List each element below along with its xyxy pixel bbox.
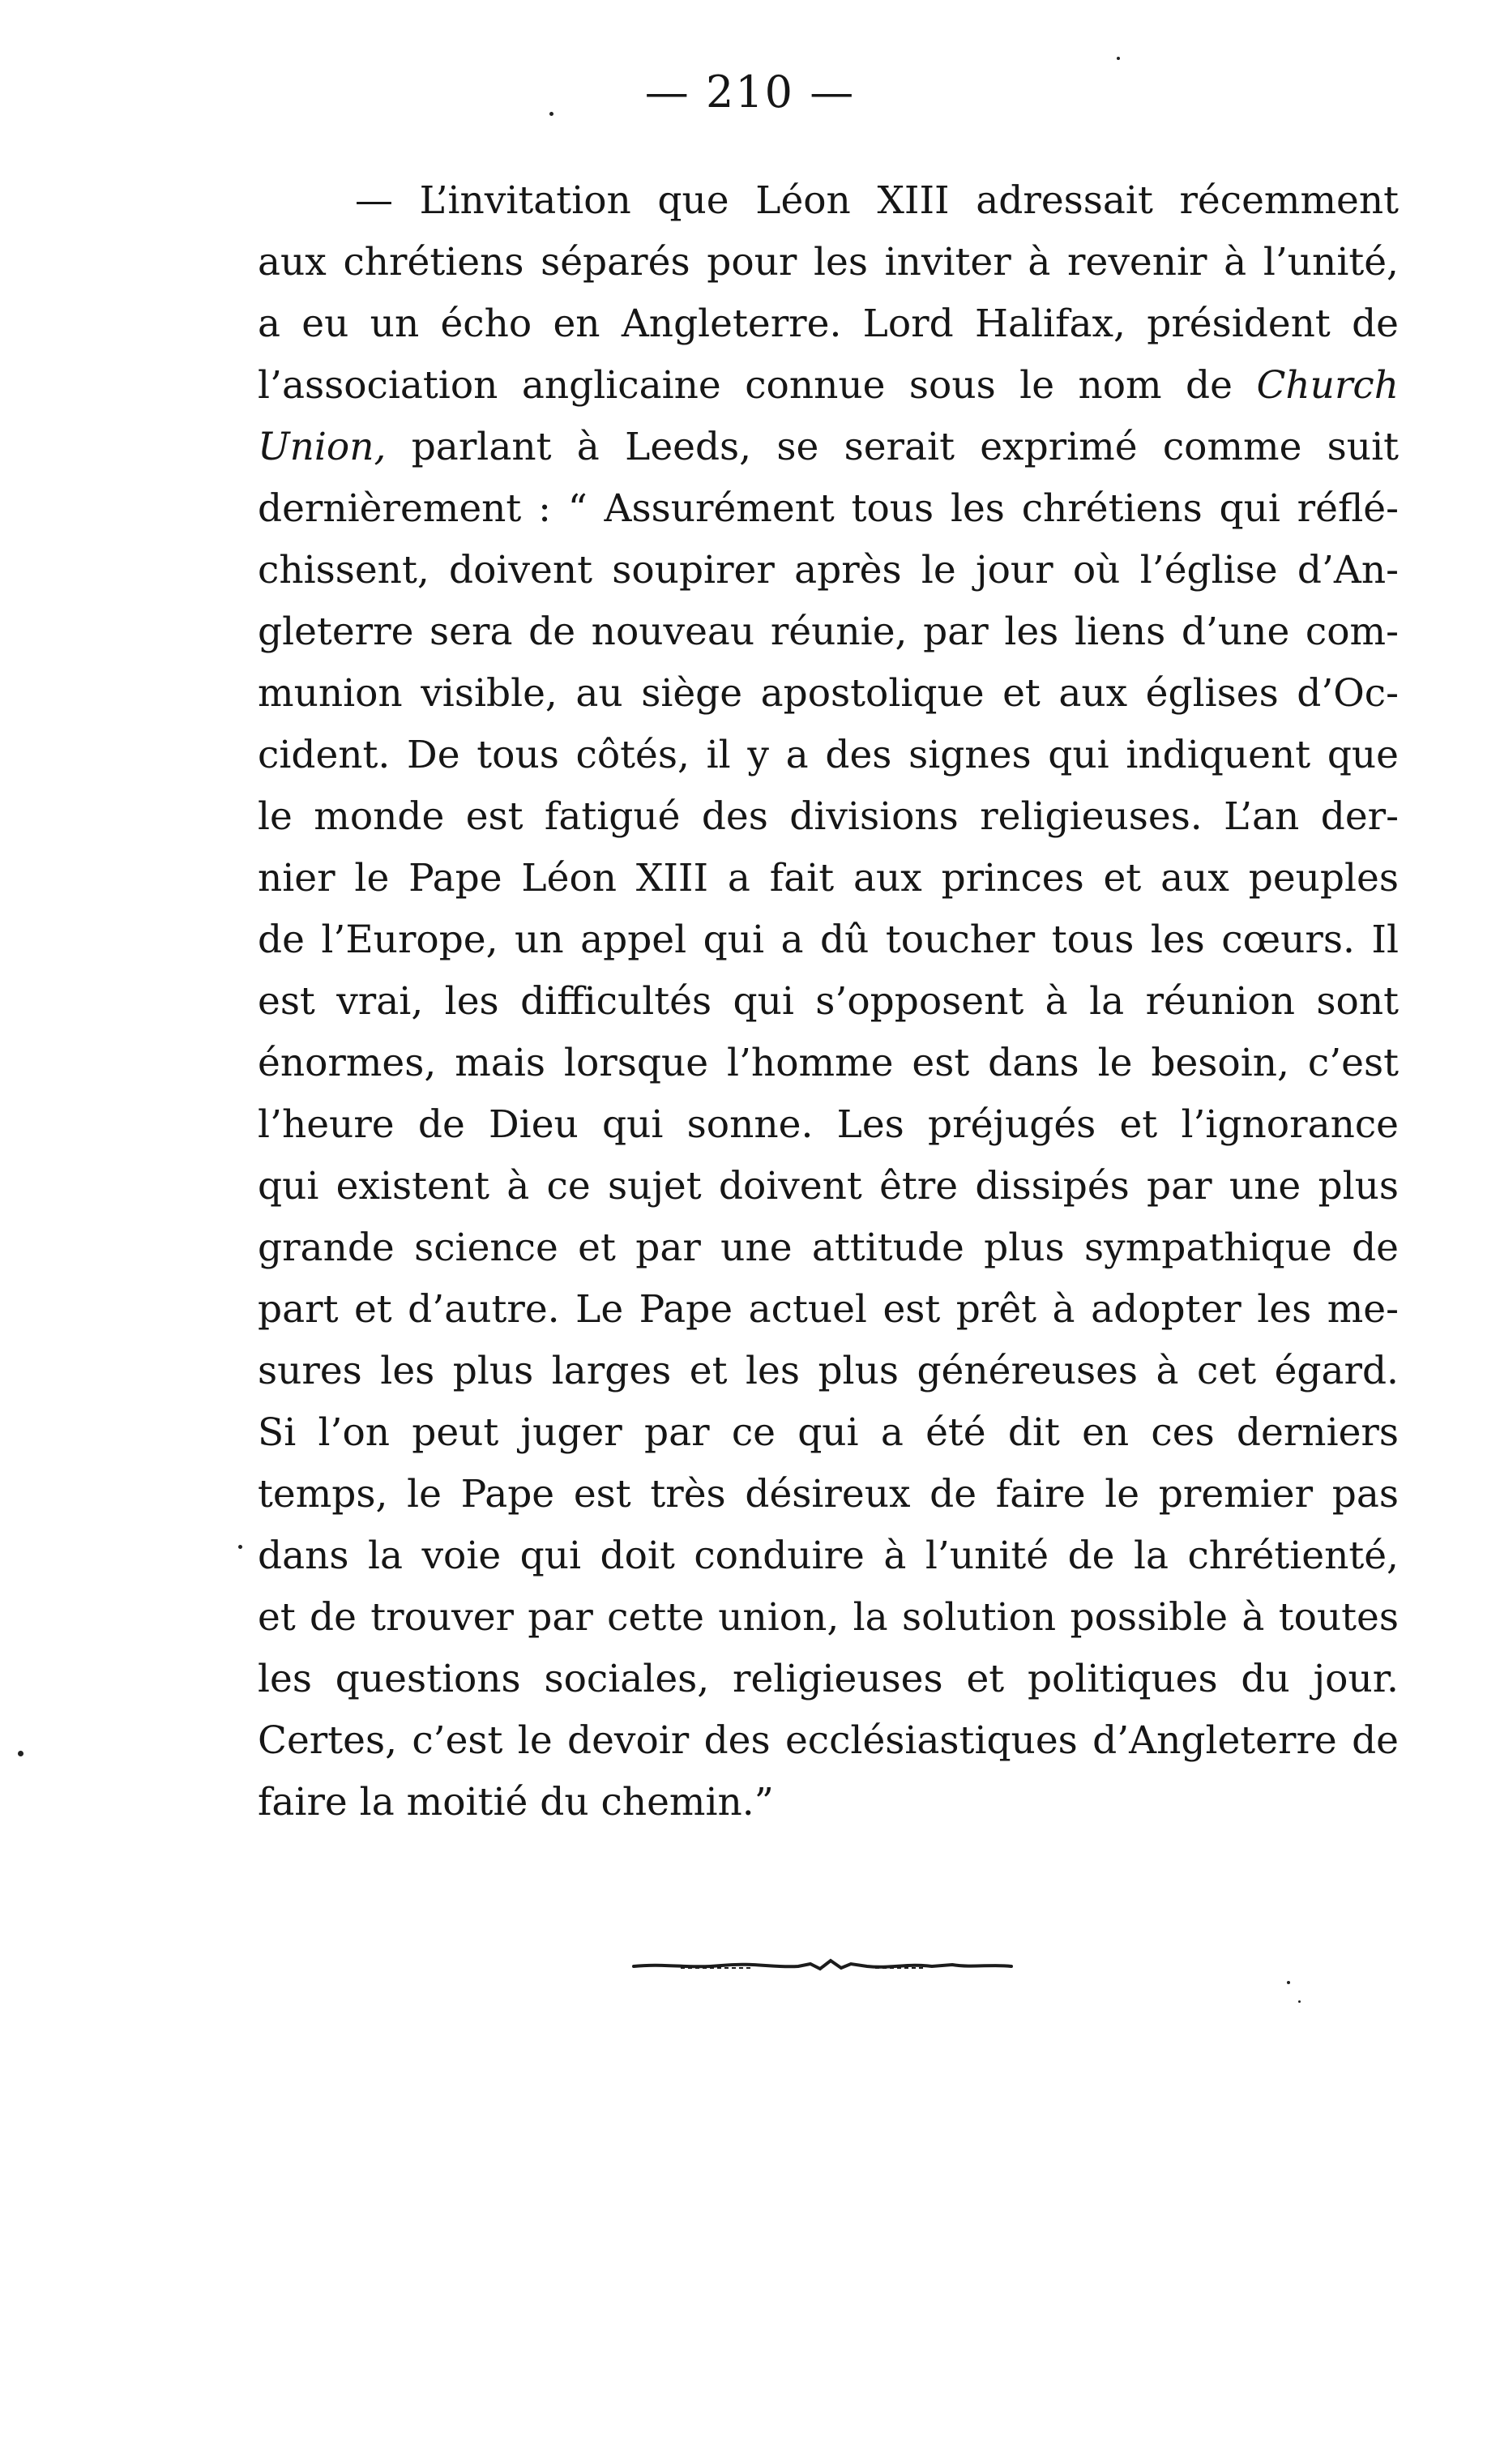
print-speck	[1117, 57, 1120, 60]
text-line: Certes, c’est le devoir des ecclésiastiques d’Angleterre de	[258, 1718, 1399, 1763]
text-segment: parlant à Leeds, se serait exprimé comme suit	[411, 425, 1399, 469]
print-speck	[1287, 1981, 1290, 1984]
text-line: cident. De tous côtés, il y a des signes qui indiquent que	[258, 733, 1399, 777]
text-line: sures les plus larges et les plus généreuses à cet égard.	[258, 1349, 1399, 1393]
text-line: part et d’autre. Le Pape actuel est prêt à adopter les me-	[258, 1287, 1399, 1332]
text-line: temps, le Pape est très désireux de faire le premier pas	[258, 1472, 1399, 1516]
print-speck	[18, 1751, 24, 1756]
text-segment: l’association anglicaine connue sous le nom de	[258, 363, 1233, 408]
text-line: dans la voie qui doit conduire à l’unité de la chrétienté,	[258, 1534, 1399, 1578]
print-speck	[549, 112, 553, 116]
text-line: est vrai, les difficultés qui s’opposent à la réunion sont	[258, 979, 1399, 1024]
text-line: grande science et par une attitude plus sympathique de	[258, 1226, 1399, 1270]
text-line	[258, 355, 1399, 417]
text-line: Si l’on peut juger par ce qui a été dit en ces derniers	[258, 1410, 1399, 1455]
body-paragraph	[258, 170, 1399, 1833]
ornamental-rule	[632, 1957, 1013, 1974]
text-line	[258, 417, 1399, 478]
text-line: chissent, doivent soupirer après le jour où l’église d’An-	[258, 548, 1399, 592]
print-speck	[1298, 2000, 1301, 2003]
text-line: qui existent à ce sujet doivent être dissipés par une plus	[258, 1164, 1399, 1208]
text-line: — L’invitation que Léon XIII adressait récemment	[355, 178, 1399, 223]
text-line: nier le Pape Léon XIII a fait aux princes et aux peuples	[258, 856, 1399, 900]
text-line: gleterre sera de nouveau réunie, par les liens d’une com-	[258, 610, 1399, 654]
text-line: le monde est fatigué des divisions religieuses. L’an der-	[258, 794, 1399, 839]
page-number: — 210 —	[644, 66, 856, 118]
text-line: munion visible, au siège apostolique et aux églises d’Oc-	[258, 671, 1399, 716]
text-line: les questions sociales, religieuses et politiques du jour.	[258, 1657, 1399, 1701]
text-line: a eu un écho en Angleterre. Lord Halifax, président de	[258, 302, 1399, 346]
text-line: et de trouver par cette union, la solution possible à toutes	[258, 1595, 1399, 1640]
italic-term: Church	[1256, 363, 1399, 408]
text-line: l’heure de Dieu qui sonne. Les préjugés et l’ignorance	[258, 1102, 1399, 1147]
text-line: dernièrement : “ Assurément tous les chrétiens qui réflé-	[258, 486, 1399, 531]
text-line: énormes, mais lorsque l’homme est dans le besoin, c’est	[258, 1041, 1399, 1085]
italic-term: Union,	[258, 425, 387, 469]
text-line: faire la moitié du chemin.”	[258, 1780, 774, 1824]
print-speck	[238, 1545, 242, 1549]
text-line: aux chrétiens séparés pour les inviter à revenir à l’unité,	[258, 240, 1399, 284]
text-line: de l’Europe, un appel qui a dû toucher tous les cœurs. Il	[258, 918, 1399, 962]
